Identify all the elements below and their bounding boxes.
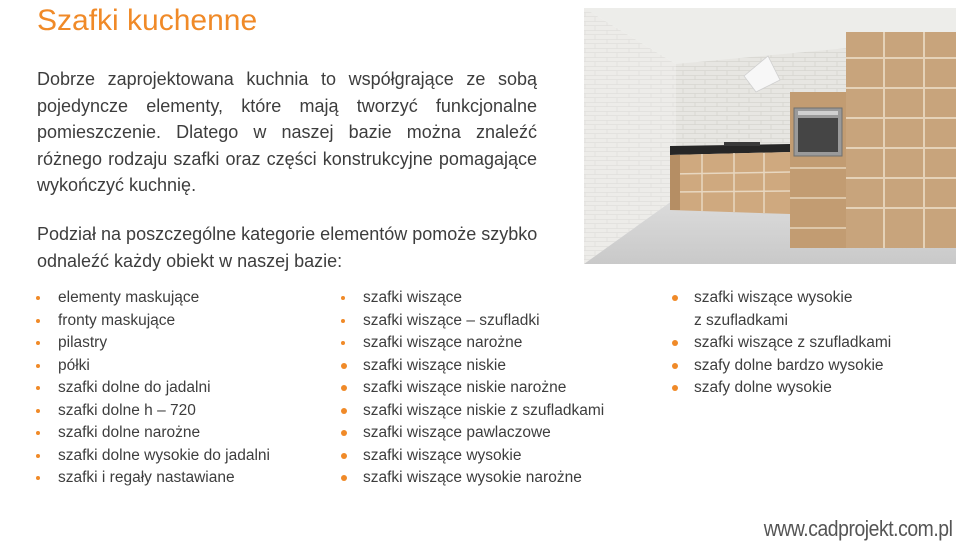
list-item-label: szafki wiszące wysokie narożne bbox=[363, 469, 582, 486]
list-item-label: z szufladkami bbox=[694, 311, 788, 329]
list-item bbox=[341, 422, 604, 445]
bullet-icon bbox=[341, 296, 345, 300]
list-item bbox=[36, 355, 270, 378]
list-item bbox=[341, 310, 604, 333]
category-list-2 bbox=[341, 287, 604, 490]
category-list-1 bbox=[36, 287, 270, 490]
bullet-icon bbox=[36, 386, 40, 390]
website-url: www.cadprojekt.com.pl bbox=[763, 516, 952, 541]
list-item bbox=[36, 287, 270, 310]
kitchen-render-icon bbox=[584, 8, 956, 264]
list-item bbox=[672, 287, 891, 310]
bullet-icon bbox=[341, 341, 345, 345]
list-item-label: szafki dolne narożne bbox=[58, 424, 201, 441]
list-item-label: szafki wiszące niskie bbox=[363, 356, 506, 374]
bullet-icon bbox=[672, 385, 678, 391]
bullet-icon bbox=[36, 476, 40, 480]
bullet-icon bbox=[341, 430, 347, 436]
list-item-label: szafki wiszące pawlaczowe bbox=[363, 424, 551, 441]
bullet-icon bbox=[341, 408, 347, 414]
bullet-icon bbox=[36, 454, 40, 458]
bullet-icon bbox=[672, 363, 678, 369]
bullet-icon bbox=[672, 340, 678, 346]
list-item-label: szafki wiszące bbox=[363, 289, 463, 306]
list-item-label: szafki wiszące wysokie bbox=[694, 289, 853, 306]
list-item-continuation bbox=[672, 310, 891, 333]
category-list-3 bbox=[672, 287, 891, 400]
list-item bbox=[36, 400, 270, 423]
list-item bbox=[341, 445, 604, 468]
list-item bbox=[341, 377, 604, 400]
bullet-icon bbox=[341, 385, 347, 391]
list-item bbox=[36, 377, 270, 400]
list-item bbox=[672, 355, 891, 378]
list-item bbox=[341, 355, 604, 378]
list-item-label: szafki wiszące niskie z szufladkami bbox=[363, 401, 605, 419]
list-item bbox=[672, 332, 891, 355]
bullet-icon bbox=[341, 363, 347, 369]
list-item bbox=[341, 332, 604, 355]
list-item bbox=[36, 422, 270, 445]
bullet-icon bbox=[36, 341, 40, 345]
list-item bbox=[341, 467, 604, 490]
list-item-label: szafy dolne wysokie bbox=[694, 379, 832, 396]
list-item-label: szafy dolne bardzo wysokie bbox=[694, 356, 884, 374]
list-item-label: szafki dolne do jadalni bbox=[58, 379, 211, 396]
bullet-icon bbox=[341, 319, 345, 323]
list-item bbox=[36, 445, 270, 468]
bullet-icon bbox=[672, 295, 678, 301]
list-item-label: szafki wiszące wysokie bbox=[363, 446, 522, 464]
list-item-label: szafki dolne wysokie do jadalni bbox=[58, 446, 270, 464]
bullet-icon bbox=[341, 475, 347, 481]
bullet-icon bbox=[36, 431, 40, 435]
kitchen-render-image bbox=[584, 8, 956, 264]
bullet-icon bbox=[341, 453, 347, 459]
list-item bbox=[36, 310, 270, 333]
list-item bbox=[672, 377, 891, 400]
list-item-label: szafki wiszące – szufladki bbox=[363, 311, 540, 329]
list-item-label: szafki wiszące niskie narożne bbox=[363, 379, 567, 396]
list-item-label: szafki wiszące z szufladkami bbox=[694, 334, 892, 351]
list-item-label: półki bbox=[58, 356, 90, 374]
list-item-label: fronty maskujące bbox=[58, 311, 176, 329]
list-item-label: szafki i regały nastawiane bbox=[58, 469, 235, 486]
bullet-icon bbox=[36, 296, 40, 300]
bullet-icon bbox=[36, 364, 40, 368]
categories-intro: Podział na poszczególne kategorie elementów pomoże szybko odnaleźć każdy obiekt w naszej bazie: bbox=[37, 224, 538, 271]
list-item bbox=[341, 287, 604, 310]
list-item-label: szafki wiszące narożne bbox=[363, 334, 523, 351]
bullet-icon bbox=[36, 409, 40, 413]
intro-paragraph: Dobrze zaprojektowana kuchnia to współgrające ze sobą pojedyncze elementy, które mają tworzyć funkcjonalne pomieszczenie. Dlatego w naszej bazie można znaleźć różnego rodzaju szafki oraz części konstrukcyjne pomagające wykończyć kuchnię. bbox=[37, 69, 537, 195]
list-item bbox=[36, 467, 270, 490]
list-item bbox=[341, 400, 604, 423]
bullet-icon bbox=[36, 319, 40, 323]
list-item-label: szafki dolne h – 720 bbox=[58, 401, 196, 419]
list-item bbox=[36, 332, 270, 355]
list-item-label: pilastry bbox=[58, 334, 108, 351]
page-title: Szafki kuchenne bbox=[37, 4, 258, 37]
list-item-label: elementy maskujące bbox=[58, 289, 200, 306]
